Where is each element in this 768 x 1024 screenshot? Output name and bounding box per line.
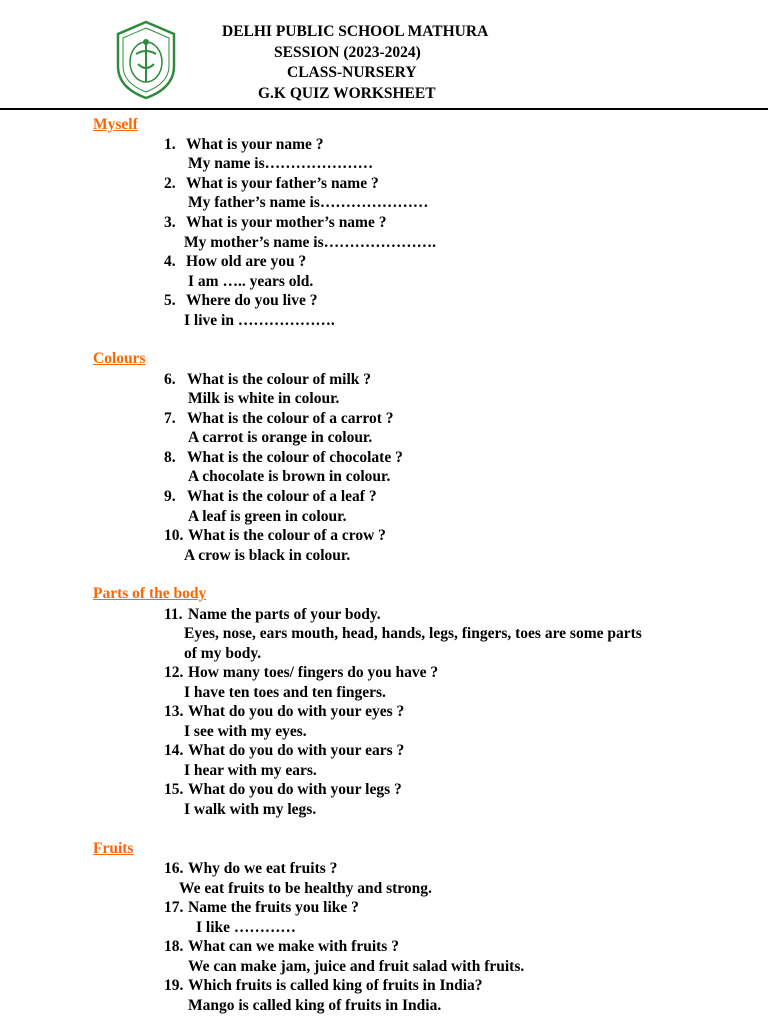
question-number: 8. <box>164 449 176 466</box>
question-number: 16. <box>164 860 184 877</box>
answer-5: I live in ………………. <box>184 312 335 329</box>
question-number: 7. <box>164 410 176 427</box>
school-name: DELHI PUBLIC SCHOOL MATHURA <box>222 23 489 40</box>
question-number: 15. <box>164 781 184 798</box>
question-text: What is the colour of a crow ? <box>188 527 386 544</box>
question-text: What is your name ? <box>186 136 324 153</box>
question-number: 2. <box>164 175 176 192</box>
question-text: Why do we eat fruits ? <box>188 860 338 877</box>
question-text: What is the colour of a leaf ? <box>187 488 377 505</box>
question-12 <box>164 663 438 683</box>
question-number: 10. <box>164 527 184 544</box>
question-number: 12. <box>164 664 184 681</box>
worksheet-title: G.K QUIZ WORKSHEET <box>258 84 436 102</box>
answer-3: My mother’s name is…………………. <box>184 234 436 251</box>
question-number: 19. <box>164 977 184 994</box>
question-number: 9. <box>164 488 176 505</box>
session-line: SESSION (2023-2024) <box>274 43 421 61</box>
answer-4: I am ….. years old. <box>188 273 314 290</box>
document-header <box>190 22 570 104</box>
question-2 <box>164 174 379 194</box>
answer-10: A crow is black in colour. <box>184 547 351 564</box>
question-5 <box>164 291 317 311</box>
section-heading-parts-of-body: Parts of the body <box>93 585 207 602</box>
answer-13: I see with my eyes. <box>184 723 307 740</box>
question-text: Which fruits is called king of fruits in India? <box>188 977 483 994</box>
school-logo <box>114 20 178 100</box>
answer-11: Eyes, nose, ears mouth, head, hands, legs, fingers, toes are some parts <box>184 625 642 642</box>
question-3 <box>164 213 386 233</box>
question-number: 3. <box>164 214 176 231</box>
question-8 <box>164 448 403 468</box>
question-14 <box>164 741 404 761</box>
question-number: 6. <box>164 371 176 388</box>
section-heading-colours: Colours <box>93 350 146 367</box>
question-number: 5. <box>164 292 176 309</box>
answer-18: We can make jam, juice and fruit salad with fruits. <box>188 958 525 975</box>
question-10 <box>164 526 386 546</box>
question-text: Name the parts of your body. <box>188 606 381 623</box>
question-text: What can we make with fruits ? <box>188 938 399 955</box>
question-9 <box>164 487 377 507</box>
answer-9: A leaf is green in colour. <box>188 508 347 525</box>
section-heading-fruits: Fruits <box>93 840 134 857</box>
question-19 <box>164 976 483 996</box>
question-number: 14. <box>164 742 184 759</box>
question-13 <box>164 702 404 722</box>
question-text: What is your father’s name ? <box>186 175 379 192</box>
question-1 <box>164 135 324 155</box>
answer-15: I walk with my legs. <box>184 801 317 818</box>
answer-1: My name is………………… <box>188 155 374 172</box>
question-number: 1. <box>164 136 176 153</box>
answer-12: I have ten toes and ten fingers. <box>184 684 386 701</box>
header-rule <box>0 108 768 110</box>
question-number: 18. <box>164 938 184 955</box>
answer-16: We eat fruits to be healthy and strong. <box>179 880 432 897</box>
question-text: What do you do with your eyes ? <box>188 703 405 720</box>
question-17 <box>164 898 359 918</box>
question-text: What do you do with your ears ? <box>188 742 405 759</box>
question-number: 13. <box>164 703 184 720</box>
question-text: What is the colour of milk ? <box>187 371 371 388</box>
question-number: 17. <box>164 899 184 916</box>
question-7 <box>164 409 394 429</box>
question-text: Name the fruits you like ? <box>188 899 359 916</box>
question-number: 4. <box>164 253 176 270</box>
answer-17: I like ………… <box>196 919 296 936</box>
question-text: What is your mother’s name ? <box>186 214 387 231</box>
question-text: Where do you live ? <box>186 292 318 309</box>
question-15 <box>164 780 402 800</box>
section-heading-myself: Myself <box>93 116 138 133</box>
question-text: How old are you ? <box>186 253 307 270</box>
answer-7: A carrot is orange in colour. <box>188 429 373 446</box>
question-16 <box>164 859 337 879</box>
question-4 <box>164 252 306 272</box>
question-text: What is the colour of a carrot ? <box>187 410 394 427</box>
answer-6: Milk is white in colour. <box>188 390 340 407</box>
question-text: What is the colour of chocolate ? <box>187 449 403 466</box>
question-text: What do you do with your legs ? <box>188 781 402 798</box>
question-18 <box>164 937 399 957</box>
question-text: How many toes/ fingers do you have ? <box>188 664 439 681</box>
question-number: 11. <box>164 606 183 623</box>
answer-11-continued: of my body. <box>184 645 262 662</box>
answer-2: My father’s name is………………… <box>188 194 429 211</box>
answer-19: Mango is called king of fruits in India. <box>188 997 442 1014</box>
question-6 <box>164 370 371 390</box>
answer-8: A chocolate is brown in colour. <box>188 468 391 485</box>
question-11 <box>164 605 381 625</box>
answer-14: I hear with my ears. <box>184 762 317 779</box>
class-line: CLASS-NURSERY <box>287 64 417 81</box>
